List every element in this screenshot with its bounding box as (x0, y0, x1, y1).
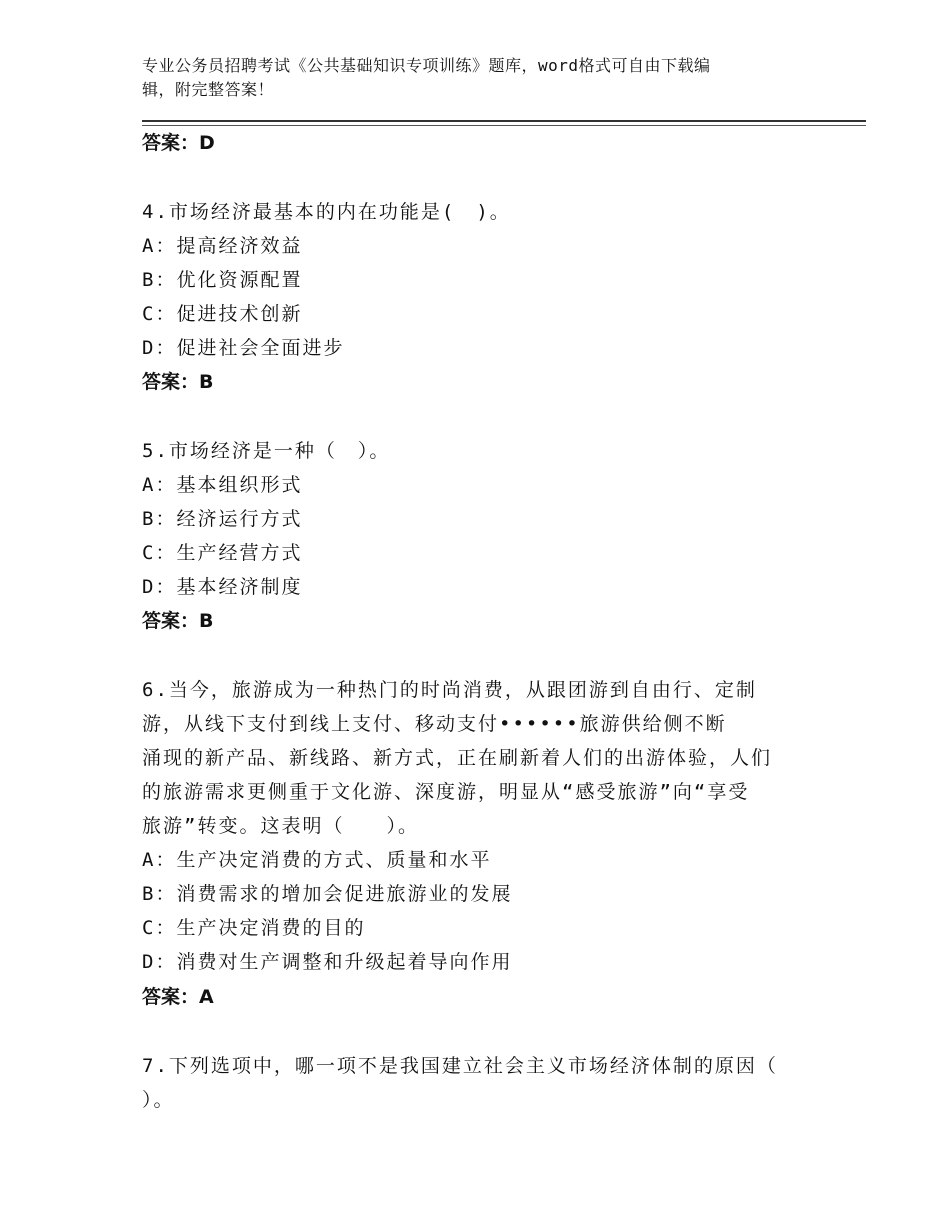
question-5-stem: 5.市场经济是一种（ ）。 (142, 440, 391, 462)
question-7-stem (142, 1049, 797, 1117)
question-6-stem-line-1: 6.当今，旅游成为一种热门的时尚消费，从跟团游到自由行、定制 (142, 679, 757, 701)
question-4-option-b: B：优化资源配置 (142, 269, 303, 291)
header-divider-thick (142, 120, 866, 122)
question-4-option-c: C：促进技术创新 (142, 303, 303, 325)
question-6-stem-line-4: 的旅游需求更侧重于文化游、深度游，明显从“感受旅游”向“享受 (142, 781, 750, 803)
header-line-1: 专业公务员招聘考试《公共基础知识专项训练》题库，word格式可自由下载编 (142, 56, 711, 75)
page-header (142, 54, 802, 102)
question-4-option-d: D：促进社会全面进步 (142, 337, 345, 359)
question-6-stem-line-3: 涌现的新产品、新线路、新方式，正在刷新着人们的出游体验，人们 (142, 747, 773, 769)
question-6-option-d: D：消费对生产调整和升级起着导向作用 (142, 951, 513, 973)
question-5-option-b: B：经济运行方式 (142, 508, 303, 530)
question-6-option-c: C：生产决定消费的目的 (142, 917, 366, 939)
question-6-stem (142, 673, 797, 843)
question-5-option-c: C：生产经营方式 (142, 542, 303, 564)
question-4-stem: 4.市场经济最基本的内在功能是( )。 (142, 201, 511, 223)
question-5-option-a: A：基本组织形式 (142, 474, 303, 496)
question-7-stem-line-1: 7.下列选项中，哪一项不是我国建立社会主义市场经济体制的原因（ (142, 1055, 778, 1077)
question-6-option-a: A：生产决定消费的方式、质量和水平 (142, 849, 492, 871)
question-4-option-a: A：提高经济效益 (142, 235, 303, 257)
question-6-stem-line-2: 游，从线下支付到线上支付、移动支付••••••旅游供给侧不断 (142, 713, 727, 735)
question-6-stem-line-5: 旅游”转变。这表明（ ）。 (142, 815, 419, 837)
question-5-answer: 答案：B (142, 610, 214, 632)
header-divider-thin (142, 125, 866, 126)
answer-previous: 答案：D (142, 132, 215, 154)
header-line-2: 辑，附完整答案！ (142, 80, 275, 99)
question-5-option-d: D：基本经济制度 (142, 576, 303, 598)
question-4-answer: 答案：B (142, 371, 214, 393)
question-6-option-b: B：消费需求的增加会促进旅游业的发展 (142, 883, 513, 905)
question-6-answer: 答案：A (142, 986, 214, 1008)
question-7-stem-line-2: ）。 (142, 1089, 175, 1111)
